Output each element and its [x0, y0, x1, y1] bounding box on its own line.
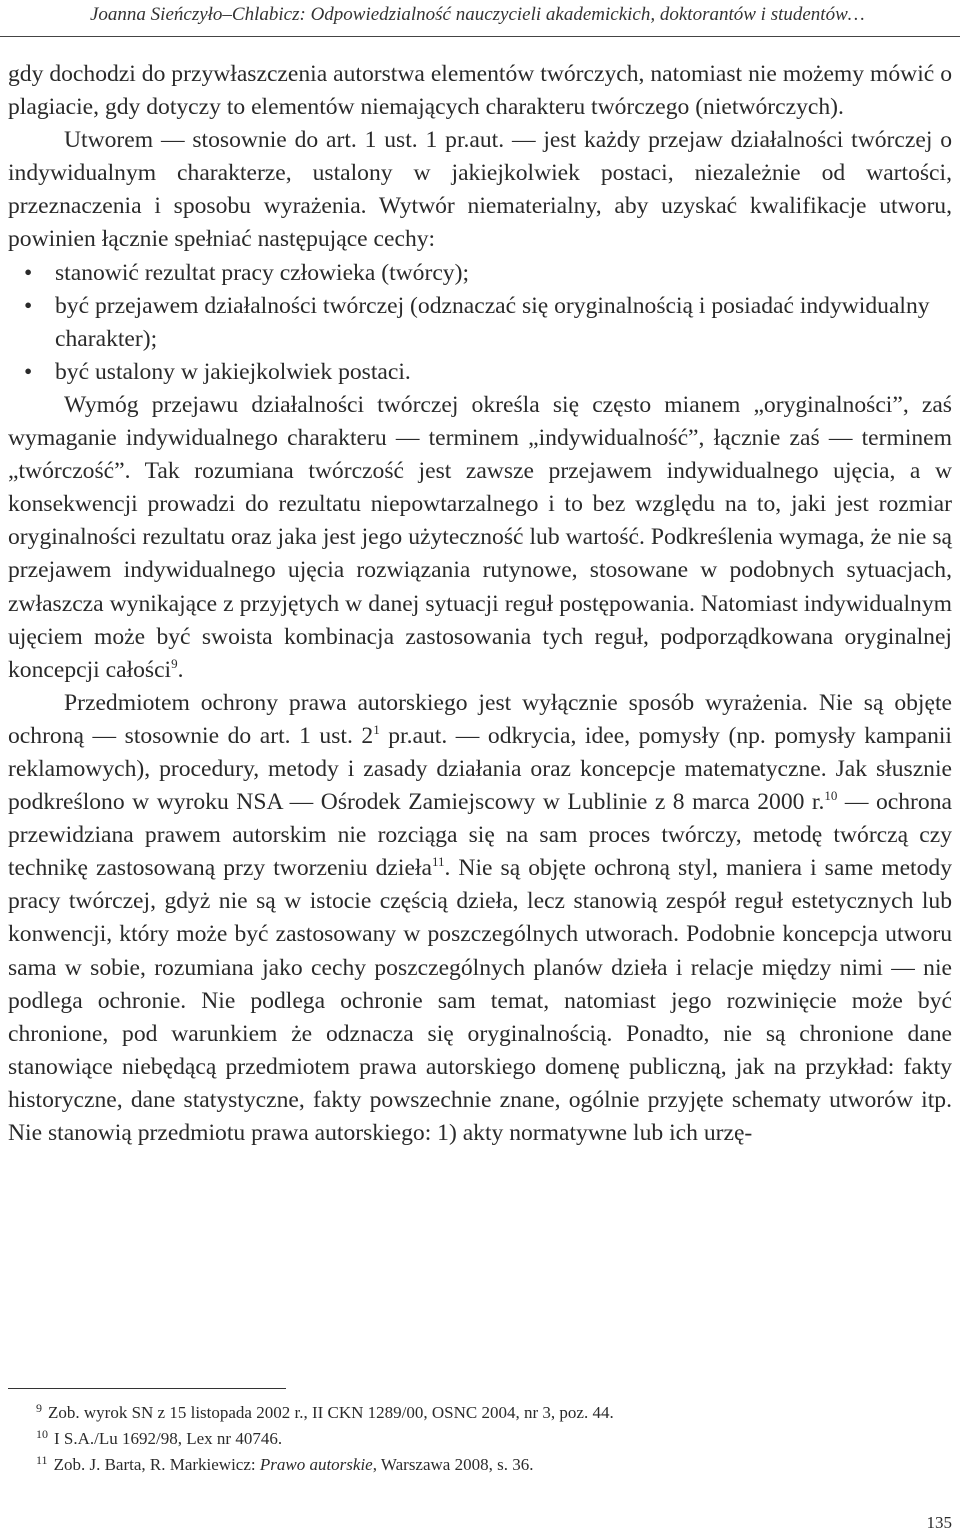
- paragraph-3: [8, 389, 952, 687]
- footnote-ref-9[interactable]: 9: [171, 655, 178, 671]
- running-header: Joanna Sieńczyło–Chlabicz: Odpowiedzialność nauczycieli akademickich, doktorantów i studentów…: [90, 4, 865, 25]
- page-number: 135: [926, 1513, 952, 1532]
- paragraph-3-text: Wymóg przejawu działalności twórczej określa się często mianem „oryginalności”, zaś wymaganie indywidualnego charakteru — terminem „indywidualność”, łącznie zaś — terminem „twórczość”. Tak rozumiana twórczość jest zawsze przejawem indywidualnego ujęcia, a w konsekwencji prowadzi do rezultatu niepowtarzalnego i to bez względu na to, jaki jest rozmiar oryginalności rezultatu oraz jaka jest jego użyteczność lub wartość. Podkreślenia wymaga, że nie są przejawem indywidualnego ujęcia rozwiązania rutynowe, stosowane w podobnych sytuacjach, zwłaszcza wynikające z przyjętych w danej sytuacji reguł postępowania. Natomiast indywidualnym ujęciem może być swoista kombinacja zastosowania tych reguł, podporządkowana oryginalnej koncepcji całości: [8, 391, 952, 683]
- paragraph-4: [8, 687, 952, 1150]
- criteria-list: [8, 257, 952, 389]
- footnote-number: 9: [36, 1401, 42, 1415]
- list-item: • stanowić rezultat pracy człowieka (twórcy);: [8, 257, 952, 290]
- footnote-book-title: Prawo autorskie: [259, 1455, 373, 1474]
- footnote-9: [36, 1400, 936, 1426]
- paragraph-4-text-a: Przedmiotem ochrony prawa autorskiego jest wyłącznie sposób wyrażenia. Nie są objęte ochroną — stosownie do art. 1 ust. 2: [8, 689, 952, 749]
- footnote-rule: [8, 1388, 286, 1389]
- header-rule: [0, 36, 960, 37]
- footnotes: [36, 1400, 936, 1478]
- footnote-ref-11[interactable]: 11: [431, 854, 445, 870]
- paragraph-3-end: .: [177, 656, 184, 683]
- superscript-1: 1: [373, 721, 380, 737]
- paragraph-4-text-c: — ochrona przewidziana prawem autorskim nie rozciąga się na sam proces twórczy, metodę twórczą czy technikę zastosowaną przy tworzeniu dzieła: [8, 789, 952, 882]
- body-text: [8, 58, 952, 1150]
- paragraph-2: Utworem — stosownie do art. 1 ust. 1 pr.aut. — jest każdy przejaw działalności twórczej o indywidualnym charakterze, ustalony w jakiejkolwiek postaci, niezależnie od wartości, przeznaczenia i sposobu wyrażenia. Wytwór niematerialny, aby uzyskać kwalifikacje utworu, powinien łącznie spełniać następujące cechy:: [8, 127, 952, 253]
- footnote-11: [36, 1452, 936, 1478]
- footnote-text: I S.A./Lu 1692/98, Lex nr 40746.: [54, 1429, 283, 1448]
- footnote-10: [36, 1426, 936, 1452]
- footnote-text-tail: , Warszawa 2008, s. 36.: [372, 1455, 534, 1474]
- list-item: • być przejawem działalności twórczej (odznaczać się oryginalnością i posiadać indywidualny charakter);: [8, 290, 952, 356]
- footnote-text: Zob. wyrok SN z 15 listopada 2002 r., II CKN 1289/00, OSNC 2004, nr 3, poz. 44.: [48, 1403, 614, 1422]
- footnote-text: Zob. J. Barta, R. Markiewicz:: [53, 1455, 260, 1474]
- paragraph-1: gdy dochodzi do przywłaszczenia autorstwa elementów twórczych, natomiast nie możemy mówić o plagiacie, gdy dotyczy to elementów niemających charakteru twórczego (nietwórczych).: [8, 61, 952, 121]
- paragraph-4-text-d: . Nie są objęte ochroną styl, maniera i same metody pracy twórczej, gdyż nie są w istocie częścią dzieła, lecz stanowią zespół reguł estetycznych lub konwencji, który może być zastosowany w poszczególnych utworach. Podobnie koncepcja utworu sama w sobie, rozumiana jako cechy poszczególnych planów dzieła i relacje między nimi — nie podlega ochronie. Nie podlega ochronie sam temat, natomiast jego rozwinięcie może być chronione, pod warunkiem że odznacza się oryginalnością. Ponadto, nie są chronione dane stanowiące niebędącą przedmiotem prawa autorskiego domenę publiczną, jak na przykład: fakty historyczne, dane statystyczne, fakty powszechnie znane, ogólnie przyjęte schematy utworów itp. Nie stanowią przedmiotu prawa autorskiego: 1) akty normatywne lub ich urzę-: [8, 855, 952, 1146]
- footnote-number: 10: [36, 1427, 48, 1441]
- paragraph-4-text-b: pr.aut. — odkrycia, idee, pomysły (np. pomysły kampanii reklamowych), procedury, metody i zasady działania oraz koncepcje matematyczne. Jak słusznie podkreślono w wyroku NSA — Ośrodek Zamiejscowy w Lublinie z 8 marca 2000 r.: [8, 722, 952, 816]
- footnote-number: 11: [36, 1453, 48, 1467]
- list-item: • być ustalony w jakiejkolwiek postaci.: [8, 356, 952, 389]
- footnote-ref-10[interactable]: 10: [824, 788, 838, 804]
